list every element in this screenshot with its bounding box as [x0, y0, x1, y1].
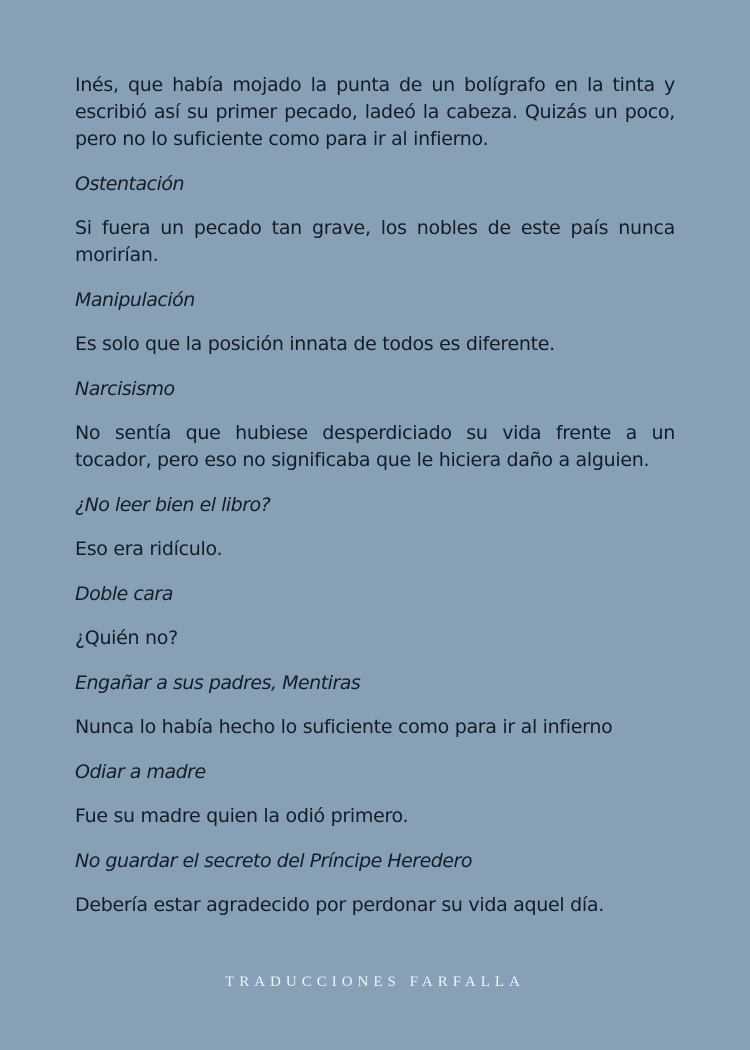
sin-response-manipulacion: Es solo que la posición innata de todos es diferente.: [75, 333, 555, 355]
sin-heading-no-leer: ¿No leer bien el libro?: [75, 494, 271, 516]
sin-response-no-leer: Eso era ridículo.: [75, 538, 223, 560]
sin-response-doble-cara: ¿Quién no?: [75, 627, 178, 649]
sin-heading-manipulacion: Manipulación: [75, 289, 195, 311]
sin-heading-odiar-madre: Odiar a madre: [75, 761, 206, 783]
sin-heading-narcisismo: Narcisismo: [75, 378, 175, 400]
sin-response-secreto: Debería estar agradecido por perdonar su vida aquel día.: [75, 894, 604, 916]
sin-heading-doble-cara: Doble cara: [75, 583, 173, 605]
sin-response-ostentacion: Si fuera un pecado tan grave, los nobles de este país nunca morirían.: [75, 217, 675, 266]
sin-heading-secreto: No guardar el secreto del Príncipe Heredero: [75, 850, 472, 872]
page-body: [75, 72, 675, 937]
sin-heading-ostentacion: Ostentación: [75, 173, 185, 195]
sin-response-narcisismo: No sentía que hubiese desperdiciado su vida frente a un tocador, pero eso no significaba que le hiciera daño a alguien.: [75, 422, 675, 471]
sin-heading-enganar: Engañar a sus padres, Mentiras: [75, 672, 361, 694]
sin-response-enganar: Nunca lo había hecho lo suficiente como para ir al infierno: [75, 716, 613, 738]
footer-credit: TRADUCCIONES FARFALLA: [225, 974, 525, 990]
sin-response-odiar-madre: Fue su madre quien la odió primero.: [75, 805, 409, 827]
intro-paragraph: Inés, que había mojado la punta de un bolígrafo en la tinta y escribió así su primer pecado, ladeó la cabeza. Quizás un poco, pero no lo suficiente como para ir al infierno.: [75, 74, 675, 150]
